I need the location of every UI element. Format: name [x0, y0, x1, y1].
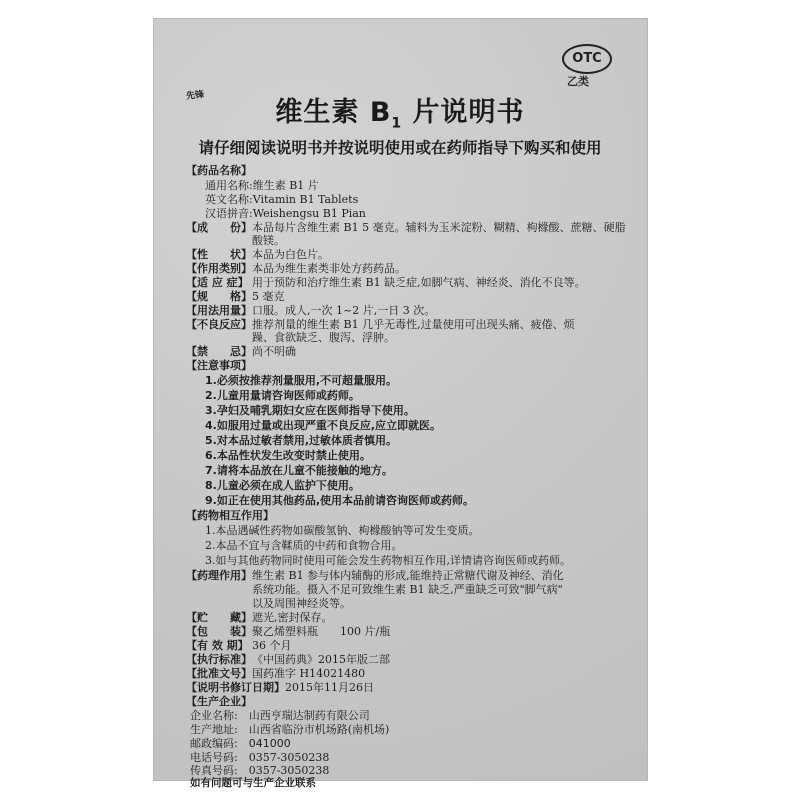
- ingredients-text-cont: 酸镁。: [252, 234, 285, 247]
- standard-label: 【执行标准】: [186, 653, 252, 666]
- title-subscript: 1: [391, 115, 403, 132]
- leaflet-title: [0, 90, 800, 131]
- interaction-item: 2.本品不宜与含鞣质的中药和食物合用。: [205, 539, 403, 552]
- precaution-item: 2.儿童用量请咨询医师或药师。: [205, 389, 360, 402]
- standard-row: [186, 653, 390, 666]
- contra-row: [186, 345, 296, 358]
- appearance-label: 【性 状】: [186, 248, 252, 261]
- precaution-item: 5.对本品过敏者禁用,过敏体质者慎用。: [205, 434, 398, 447]
- precaution-item: 8.儿童必须在成人监护下使用。: [205, 479, 360, 492]
- interaction-item: 3.如与其他药物同时使用可能会发生药物相互作用,详情请咨询医师或药师。: [205, 554, 571, 567]
- precaution-item: 7.请将本品放在儿童不能接触的地方。: [205, 464, 393, 477]
- pharmacology-text-cont: 系统功能。摄入不足可致维生素 B1 缺乏,严重缺乏可致"脚气病": [252, 583, 563, 596]
- adverse-label: 【不良反应】: [186, 318, 252, 331]
- manufacturer-fax: 传真号码: 0357-3050238: [190, 764, 330, 777]
- storage-text: 遮光,密封保存。: [252, 611, 333, 624]
- dosage-text: 口服。成人,一次 1~2 片,一日 3 次。: [252, 304, 436, 317]
- pharmacology-text: 维生素 B1 参与体内辅酶的形成,能维持正常糖代谢及神经、消化: [252, 569, 564, 582]
- ingredients-row: [186, 221, 626, 234]
- precaution-item: 3.孕妇及哺乳期妇女应在医师指导下使用。: [205, 404, 415, 417]
- manufacturer-heading: 【生产企业】: [186, 695, 252, 708]
- approval-row: [186, 667, 365, 680]
- expiry-label: 【有 效 期】: [186, 639, 249, 652]
- category-row: [186, 262, 406, 275]
- appearance-text: 本品为白色片。: [252, 248, 329, 261]
- precaution-item: 1.必须按推荐剂量服用,不可超量服用。: [205, 374, 398, 387]
- adverse-text: 推荐剂量的维生素 B1 几乎无毒性,过量使用可出现头痛、疲倦、烦: [252, 318, 575, 331]
- interaction-item: 1.本品遇碱性药物如碳酸氢钠、枸橼酸钠等可发生变质。: [205, 524, 480, 537]
- revision-label: 【说明书修订日期】: [186, 681, 285, 694]
- interactions-heading: 【药物相互作用】: [186, 509, 274, 522]
- usage-notice: 请仔细阅读说明书并按说明使用或在药师指导下购买和使用: [198, 139, 602, 157]
- manufacturer-name: 企业名称: 山西亨瑞达制药有限公司: [190, 709, 370, 722]
- dosage-row: [186, 304, 435, 317]
- revision-row: [186, 681, 374, 694]
- category-label: 【作用类别】: [186, 262, 252, 275]
- manufacturer-address: 生产地址: 山西省临汾市机场路(南机场): [190, 723, 390, 736]
- pharmacology-label: 【药理作用】: [186, 569, 252, 582]
- storage-label: 【贮 藏】: [186, 611, 252, 624]
- precautions-heading: 【注意事项】: [186, 359, 252, 372]
- pharmacology-row: [186, 569, 564, 582]
- appearance-row: [186, 248, 329, 261]
- manufacturer-postcode: 邮政编码: 041000: [190, 737, 291, 750]
- brand-mark: 先锋: [185, 90, 205, 102]
- precaution-item: 6.本品性状发生改变时禁止使用。: [205, 449, 371, 462]
- precaution-item: 4.如服用过量或出现严重不良反应,应立即就医。: [205, 419, 442, 432]
- contra-label: 【禁 忌】: [186, 345, 252, 358]
- revision-text: 2015年11月26日: [285, 681, 374, 694]
- expiry-row: [186, 639, 292, 652]
- title-main: 维生素 B: [275, 97, 392, 128]
- adverse-text-cont: 躁、食欲缺乏、腹泻、浮肿。: [252, 331, 395, 344]
- expiry-text: 36 个月: [252, 639, 292, 652]
- dosage-label: 【用法用量】: [186, 304, 252, 317]
- indication-text: 用于预防和治疗维生素 B1 缺乏症,如脚气病、神经炎、消化不良等。: [252, 276, 586, 289]
- spec-text: 5 毫克: [252, 290, 285, 303]
- ingredients-label: 【成 份】: [186, 221, 252, 234]
- precaution-item: 9.如正在使用其他药品,使用本品前请咨询医师或药师。: [205, 494, 475, 507]
- package-row: [186, 625, 390, 638]
- adverse-row: [186, 318, 575, 331]
- standard-text: 《中国药典》2015年版二部: [252, 653, 390, 666]
- indication-label: 【适 应 症】: [186, 276, 249, 289]
- indication-row: [186, 276, 586, 289]
- storage-row: [186, 611, 333, 624]
- pinyin-name: 汉语拼音:Weishengsu B1 Pian: [205, 207, 366, 220]
- contra-text: 尚不明确: [252, 345, 296, 358]
- title-rest: 片说明书: [402, 97, 525, 128]
- package-label: 【包 装】: [186, 625, 252, 638]
- category-text: 本品为维生素类非处方药药品。: [252, 262, 406, 275]
- drug-name-heading: 【药品名称】: [186, 164, 252, 177]
- spec-row: [186, 290, 285, 303]
- spec-label: 【规 格】: [186, 290, 252, 303]
- english-name: 英文名称:Vitamin B1 Tablets: [205, 193, 359, 206]
- package-text: 聚乙烯塑料瓶 100 片/瓶: [252, 625, 391, 638]
- generic-name: 通用名称:维生素 B1 片: [205, 179, 319, 192]
- otc-logo: OTC: [562, 44, 612, 74]
- otc-class-label: 乙类: [567, 75, 589, 88]
- pharmacology-text-cont: 以及周围神经炎等。: [252, 597, 351, 610]
- approval-label: 【批准文号】: [186, 667, 252, 680]
- ingredients-text: 本品每片含维生素 B1 5 毫克。辅料为玉米淀粉、糊精、枸橼酸、蔗糖、硬脂: [252, 221, 626, 234]
- manufacturer-phone: 电话号码: 0357-3050238: [190, 751, 330, 764]
- contact-note: 如有问题可与生产企业联系: [190, 777, 316, 789]
- approval-text: 国药准字 H14021480: [252, 667, 366, 680]
